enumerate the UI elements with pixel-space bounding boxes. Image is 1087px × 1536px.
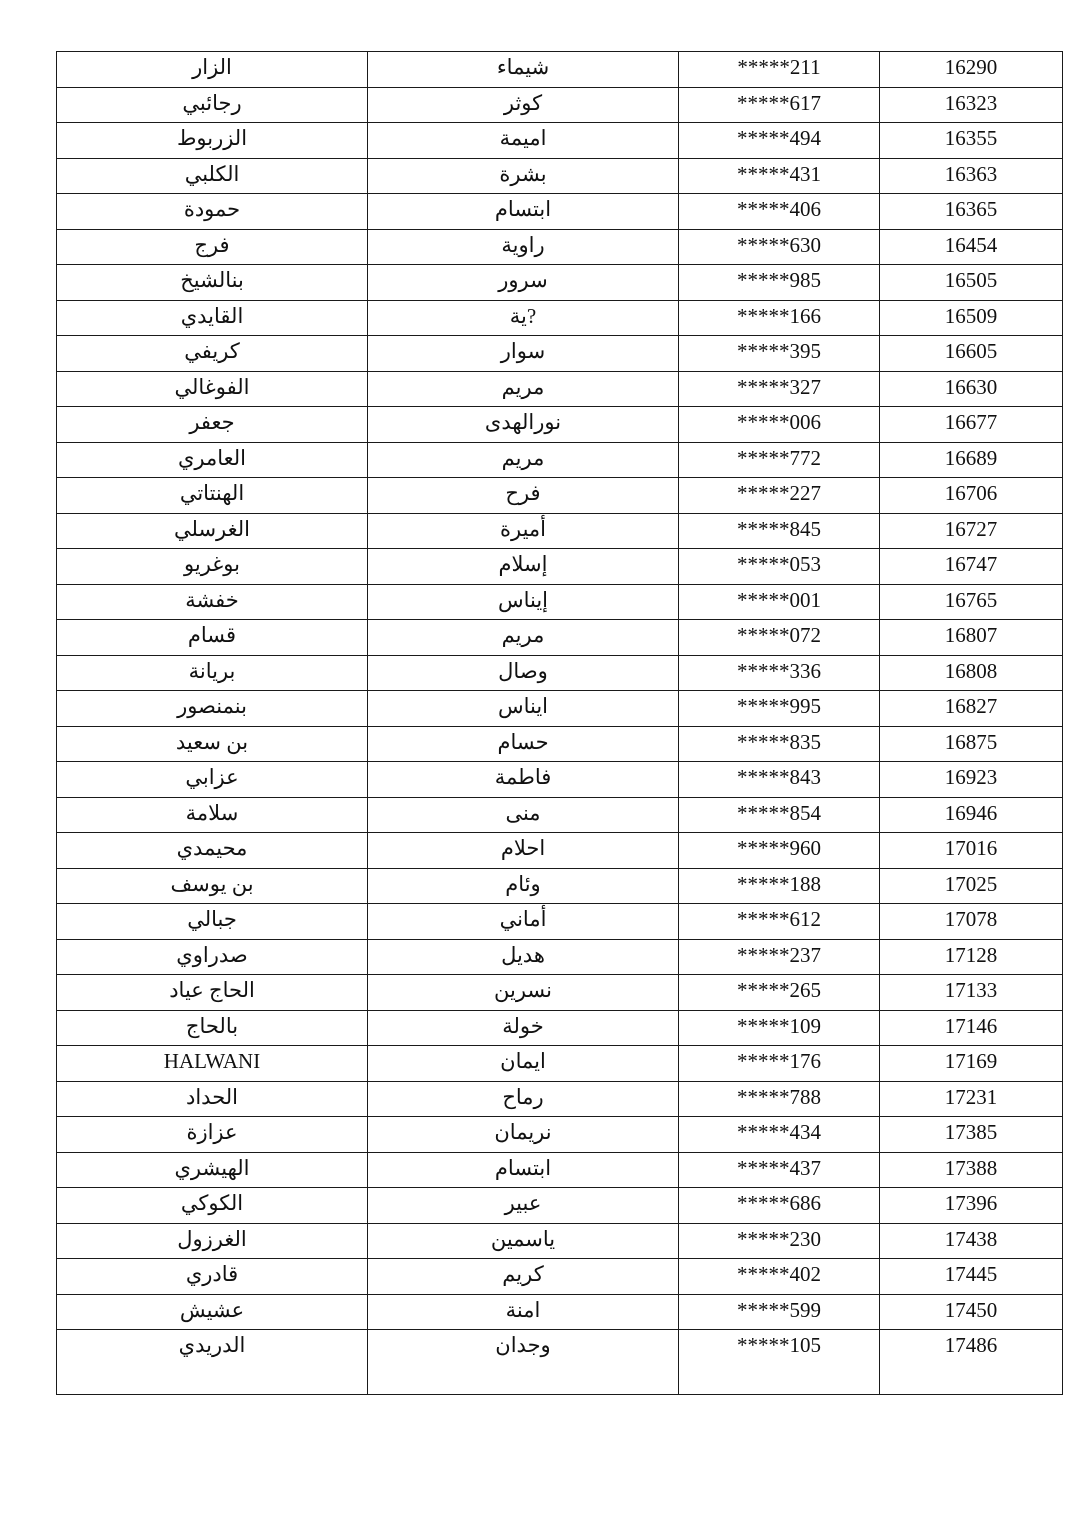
table-row [57, 407, 1063, 443]
first-name-cell: امنة [368, 1294, 679, 1330]
last-name-cell: الكوكي [57, 1188, 368, 1224]
first-name-cell: ياسمين [368, 1223, 679, 1259]
last-name-cell: الحاج عياد [57, 975, 368, 1011]
masked-id-cell: *****960 [679, 833, 880, 869]
table-row [57, 1259, 1063, 1295]
first-name-cell: مريم [368, 620, 679, 656]
masked-id-cell: *****105 [679, 1330, 880, 1395]
table-row [57, 1046, 1063, 1082]
masked-id-cell: *****617 [679, 87, 880, 123]
table-row [57, 833, 1063, 869]
masked-id-cell: *****188 [679, 868, 880, 904]
document-page [56, 51, 1062, 1395]
number-cell: 17025 [880, 868, 1063, 904]
masked-id-cell: *****227 [679, 478, 880, 514]
number-cell: 16765 [880, 584, 1063, 620]
last-name-cell: سلامة [57, 797, 368, 833]
first-name-cell: وصال [368, 655, 679, 691]
number-cell: 17231 [880, 1081, 1063, 1117]
masked-id-cell: *****854 [679, 797, 880, 833]
number-cell: 16946 [880, 797, 1063, 833]
first-name-cell: ايمان [368, 1046, 679, 1082]
masked-id-cell: *****072 [679, 620, 880, 656]
table-row [57, 478, 1063, 514]
first-name-cell: أماني [368, 904, 679, 940]
table-row [57, 158, 1063, 194]
table-row [57, 584, 1063, 620]
number-cell: 16875 [880, 726, 1063, 762]
table-row [57, 442, 1063, 478]
masked-id-cell: *****845 [679, 513, 880, 549]
first-name-cell: رماح [368, 1081, 679, 1117]
last-name-cell: الحداد [57, 1081, 368, 1117]
first-name-cell: ايناس [368, 691, 679, 727]
masked-id-cell: *****437 [679, 1152, 880, 1188]
number-cell: 17445 [880, 1259, 1063, 1295]
masked-id-cell: *****434 [679, 1117, 880, 1153]
number-cell: 17146 [880, 1010, 1063, 1046]
table-row [57, 1188, 1063, 1224]
table-row [57, 52, 1063, 88]
number-cell: 16706 [880, 478, 1063, 514]
number-cell: 17133 [880, 975, 1063, 1011]
number-cell: 17396 [880, 1188, 1063, 1224]
number-cell: 16509 [880, 300, 1063, 336]
last-name-cell: قادري [57, 1259, 368, 1295]
table-row [57, 87, 1063, 123]
masked-id-cell: *****630 [679, 229, 880, 265]
last-name-cell: عشيش [57, 1294, 368, 1330]
first-name-cell: شيماء [368, 52, 679, 88]
masked-id-cell: *****053 [679, 549, 880, 585]
table-row [57, 691, 1063, 727]
first-name-cell: وجدان [368, 1330, 679, 1395]
last-name-cell: الفوغالي [57, 371, 368, 407]
last-name-cell: خفشة [57, 584, 368, 620]
first-name-cell: اميمة [368, 123, 679, 159]
last-name-cell: HALWANI [57, 1046, 368, 1082]
masked-id-cell: *****237 [679, 939, 880, 975]
masked-id-cell: *****406 [679, 194, 880, 230]
number-cell: 17078 [880, 904, 1063, 940]
last-name-cell: بريانة [57, 655, 368, 691]
masked-id-cell: *****402 [679, 1259, 880, 1295]
masked-id-cell: *****612 [679, 904, 880, 940]
table-row [57, 336, 1063, 372]
last-name-cell: الزار [57, 52, 368, 88]
number-cell: 16505 [880, 265, 1063, 301]
masked-id-cell: *****995 [679, 691, 880, 727]
table-row [57, 1117, 1063, 1153]
masked-id-cell: *****843 [679, 762, 880, 798]
first-name-cell: ابتسام [368, 194, 679, 230]
number-cell: 17388 [880, 1152, 1063, 1188]
first-name-cell: منى [368, 797, 679, 833]
last-name-cell: بوغريو [57, 549, 368, 585]
number-cell: 16689 [880, 442, 1063, 478]
masked-id-cell: *****230 [679, 1223, 880, 1259]
first-name-cell: كريم [368, 1259, 679, 1295]
names-table [56, 51, 1063, 1395]
last-name-cell: فرج [57, 229, 368, 265]
first-name-cell: نسرين [368, 975, 679, 1011]
table-row [57, 726, 1063, 762]
table-row [57, 513, 1063, 549]
first-name-cell: فاطمة [368, 762, 679, 798]
table-row [57, 797, 1063, 833]
table-row [57, 1010, 1063, 1046]
table-row [57, 300, 1063, 336]
number-cell: 16355 [880, 123, 1063, 159]
last-name-cell: قسام [57, 620, 368, 656]
table-row [57, 549, 1063, 585]
masked-id-cell: *****001 [679, 584, 880, 620]
number-cell: 16677 [880, 407, 1063, 443]
table-row [57, 1294, 1063, 1330]
masked-id-cell: *****166 [679, 300, 880, 336]
last-name-cell: الغرزول [57, 1223, 368, 1259]
table-row [57, 123, 1063, 159]
table-row [57, 975, 1063, 1011]
last-name-cell: جبالي [57, 904, 368, 940]
last-name-cell: الكلبي [57, 158, 368, 194]
masked-id-cell: *****109 [679, 1010, 880, 1046]
last-name-cell: الزربوط [57, 123, 368, 159]
number-cell: 17438 [880, 1223, 1063, 1259]
first-name-cell: نورالهدى [368, 407, 679, 443]
last-name-cell: صدراوي [57, 939, 368, 975]
number-cell: 17016 [880, 833, 1063, 869]
last-name-cell: عزابي [57, 762, 368, 798]
table-row [57, 655, 1063, 691]
last-name-cell: الهيشري [57, 1152, 368, 1188]
last-name-cell: بنمنصور [57, 691, 368, 727]
last-name-cell: الدريدي [57, 1330, 368, 1395]
table-row [57, 868, 1063, 904]
number-cell: 16290 [880, 52, 1063, 88]
table-row [57, 265, 1063, 301]
table-row [57, 1081, 1063, 1117]
table-row [57, 939, 1063, 975]
masked-id-cell: *****395 [679, 336, 880, 372]
last-name-cell: الغرسلي [57, 513, 368, 549]
table-row [57, 904, 1063, 940]
masked-id-cell: *****835 [679, 726, 880, 762]
masked-id-cell: *****431 [679, 158, 880, 194]
first-name-cell: هديل [368, 939, 679, 975]
masked-id-cell: *****211 [679, 52, 880, 88]
number-cell: 16808 [880, 655, 1063, 691]
first-name-cell: حسام [368, 726, 679, 762]
first-name-cell: وئام [368, 868, 679, 904]
masked-id-cell: *****265 [679, 975, 880, 1011]
table-row [57, 762, 1063, 798]
number-cell: 16323 [880, 87, 1063, 123]
last-name-cell: محيمدي [57, 833, 368, 869]
number-cell: 16727 [880, 513, 1063, 549]
masked-id-cell: *****336 [679, 655, 880, 691]
last-name-cell: الهنتاتي [57, 478, 368, 514]
last-name-cell: عزازة [57, 1117, 368, 1153]
last-name-cell: حمودة [57, 194, 368, 230]
table-row [57, 620, 1063, 656]
masked-id-cell: *****599 [679, 1294, 880, 1330]
number-cell: 17169 [880, 1046, 1063, 1082]
number-cell: 16923 [880, 762, 1063, 798]
masked-id-cell: *****686 [679, 1188, 880, 1224]
first-name-cell: مريم [368, 442, 679, 478]
first-name-cell: أميرة [368, 513, 679, 549]
table-row [57, 1152, 1063, 1188]
table-row [57, 1223, 1063, 1259]
first-name-cell: احلام [368, 833, 679, 869]
number-cell: 16630 [880, 371, 1063, 407]
table-row [57, 194, 1063, 230]
first-name-cell: إيناس [368, 584, 679, 620]
table-row [57, 229, 1063, 265]
last-name-cell: كريفي [57, 336, 368, 372]
first-name-cell: ابتسام [368, 1152, 679, 1188]
first-name-cell: بشرة [368, 158, 679, 194]
last-name-cell: بالحاج [57, 1010, 368, 1046]
first-name-cell: فرح [368, 478, 679, 514]
first-name-cell: كوثر [368, 87, 679, 123]
masked-id-cell: *****772 [679, 442, 880, 478]
number-cell: 16605 [880, 336, 1063, 372]
masked-id-cell: *****494 [679, 123, 880, 159]
masked-id-cell: *****176 [679, 1046, 880, 1082]
last-name-cell: رجائبي [57, 87, 368, 123]
number-cell: 17128 [880, 939, 1063, 975]
masked-id-cell: *****985 [679, 265, 880, 301]
last-name-cell: بن سعيد [57, 726, 368, 762]
last-name-cell: القايدي [57, 300, 368, 336]
first-name-cell: عبير [368, 1188, 679, 1224]
number-cell: 16363 [880, 158, 1063, 194]
table-body [57, 52, 1063, 1395]
first-name-cell: إسلام [368, 549, 679, 585]
masked-id-cell: *****788 [679, 1081, 880, 1117]
first-name-cell: نريمان [368, 1117, 679, 1153]
first-name-cell: مريم [368, 371, 679, 407]
last-name-cell: بن يوسف [57, 868, 368, 904]
masked-id-cell: *****327 [679, 371, 880, 407]
table-row [57, 1330, 1063, 1395]
first-name-cell: سرور [368, 265, 679, 301]
first-name-cell: راوية [368, 229, 679, 265]
number-cell: 16807 [880, 620, 1063, 656]
first-name-cell: سوار [368, 336, 679, 372]
number-cell: 16454 [880, 229, 1063, 265]
last-name-cell: جعفر [57, 407, 368, 443]
last-name-cell: بنالشيخ [57, 265, 368, 301]
number-cell: 16747 [880, 549, 1063, 585]
number-cell: 17385 [880, 1117, 1063, 1153]
table-row [57, 371, 1063, 407]
number-cell: 16827 [880, 691, 1063, 727]
first-name-cell: خولة [368, 1010, 679, 1046]
number-cell: 16365 [880, 194, 1063, 230]
first-name-cell: ?ية [368, 300, 679, 336]
number-cell: 17450 [880, 1294, 1063, 1330]
masked-id-cell: *****006 [679, 407, 880, 443]
last-name-cell: العامري [57, 442, 368, 478]
number-cell: 17486 [880, 1330, 1063, 1395]
